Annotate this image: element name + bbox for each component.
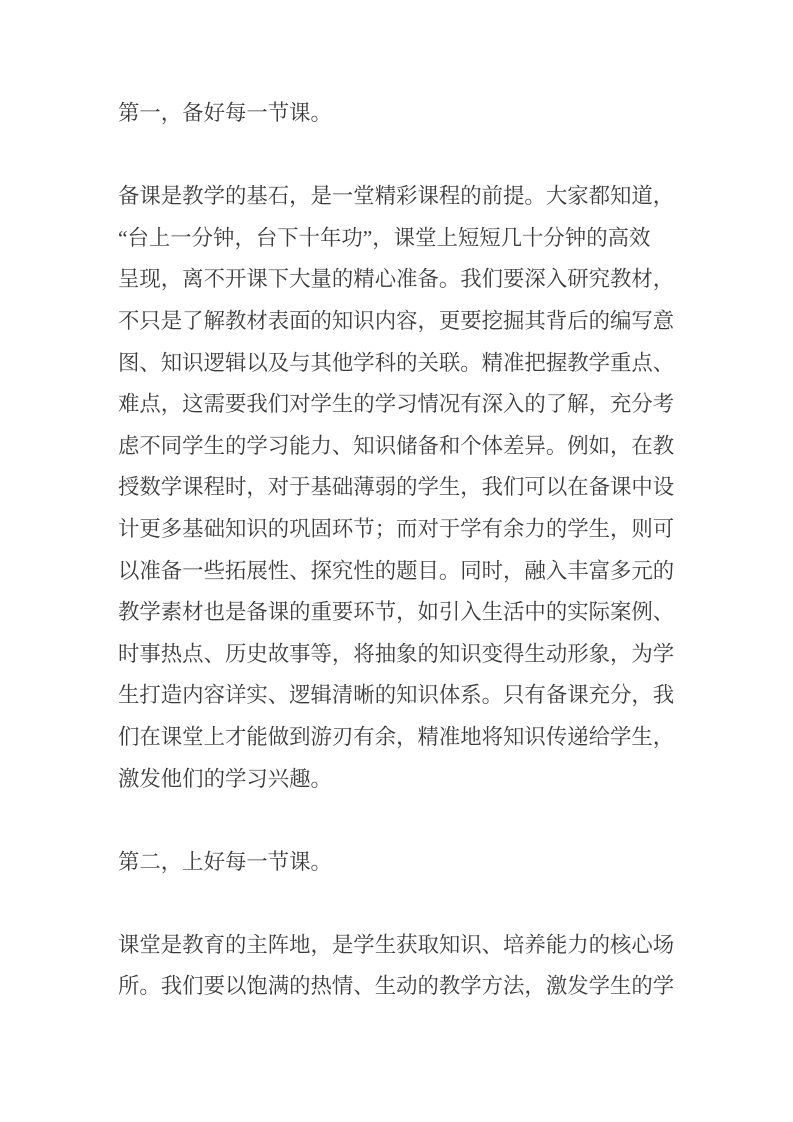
text-line: 虑不同学生的学习能力、知识储备和个体差异。例如，在教 (118, 433, 675, 458)
text-line: 们在课堂上才能做到游刃有余，精准地将知识传递给学生， (118, 724, 675, 749)
text-line: “台上一分钟，台下十年功”，课堂上短短几十分钟的高效 (118, 225, 651, 250)
text-line: 课堂是教育的主阵地，是学生获取知识、培养能力的核心场 (118, 932, 675, 957)
text-line: 图、知识逻辑以及与其他学科的关联。精准把握教学重点、 (118, 350, 675, 375)
text-line: 计更多基础知识的巩固环节；而对于学有余力的学生，则可 (118, 516, 675, 541)
heading-text: 第二，上好每一节课。 (118, 849, 332, 874)
text-line: 激发他们的学习兴趣。 (118, 766, 332, 791)
text-line: 不只是了解教材表面的知识内容，更要挖掘其背后的编写意 (118, 308, 675, 333)
section-2-heading (118, 842, 675, 884)
text-line: 所。我们要以饱满的热情、生动的教学方法，激发学生的学 (118, 974, 675, 999)
text-line: 授数学课程时，对于基础薄弱的学生，我们可以在备课中设 (118, 475, 675, 500)
text-line: 以准备一些拓展性、探究性的题目。同时，融入丰富多元的 (118, 558, 675, 583)
text-line: 时事热点、历史故事等，将抽象的知识变得生动形象，为学 (118, 641, 675, 666)
text-line: 难点，这需要我们对学生的学习情况有深入的了解，充分考 (118, 392, 675, 417)
text-line: 生打造内容详实、逻辑清晰的知识体系。只有备课充分，我 (118, 683, 675, 708)
text-line: 呈现，离不开课下大量的精心准备。我们要深入研究教材， (118, 267, 675, 292)
text-line: 教学素材也是备课的重要环节，如引入生活中的实际案例、 (118, 600, 675, 625)
text-line: 备课是教学的基石，是一堂精彩课程的前提。大家都知道， (118, 184, 675, 209)
section-1-heading (118, 93, 675, 135)
section-1-paragraph (118, 176, 675, 800)
section-2-paragraph (118, 925, 675, 1008)
heading-text: 第一，备好每一节课。 (118, 101, 332, 125)
